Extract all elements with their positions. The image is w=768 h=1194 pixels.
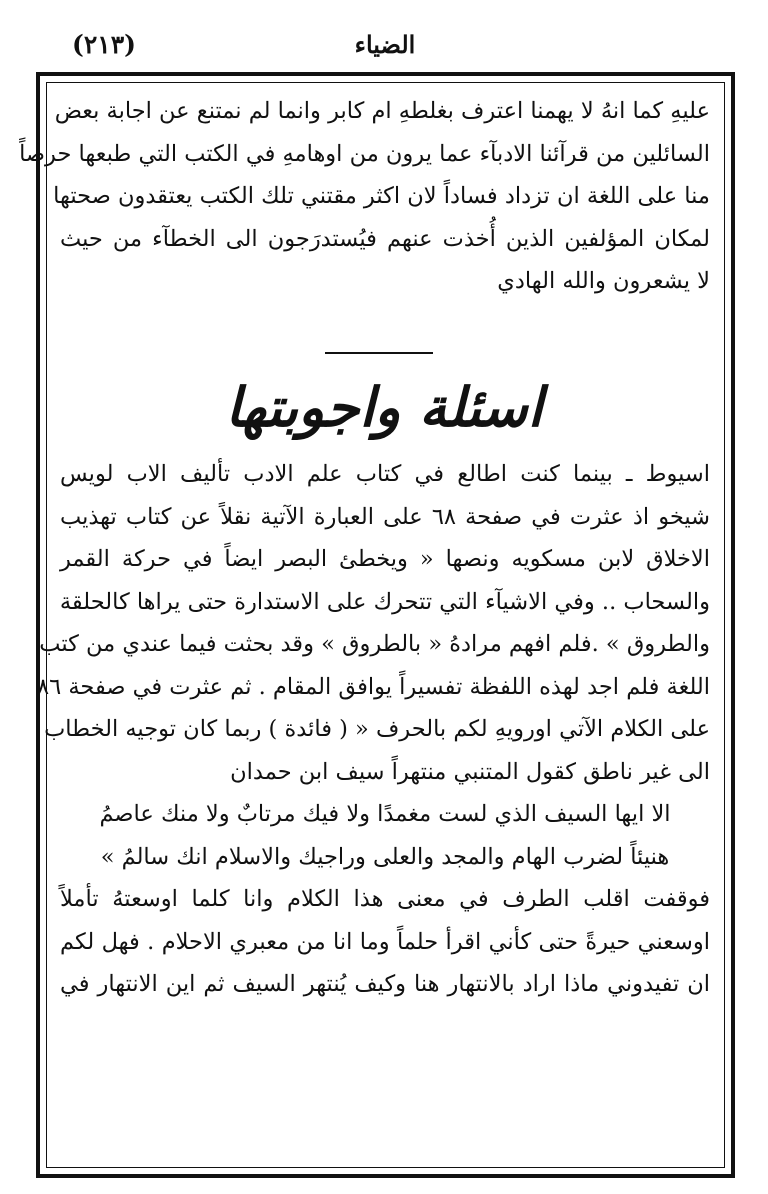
text-line: السائلين من قرآئنا الادبآء عما يرون من اوهامهِ في الكتب التي طبعها حرصاً	[19, 140, 710, 167]
text-line: اسيوط ـ بينما كنت اطالع في كتاب علم الادب تأليف الاب لويس	[60, 461, 710, 487]
text-line: والسحاب .. وفي الاشيآء التي تتحرك على الاستدارة حتى يراها كالحلقة	[59, 588, 710, 615]
text-line: ان تفيدوني ماذا اراد بالانتهار هنا وكيف يُنتهر السيف ثم اين الانتهار في	[60, 971, 710, 997]
text-line: الاخلاق لابن مسكويه ونصها « ويخطئ البصر ايضاً في حركة القمر	[60, 546, 710, 572]
text-line: اوسعني حيرةً حتى كأني اقرأ حلماً وما انا من معبري الاحلام . فهل لكم	[60, 928, 710, 955]
text-line: عليهِ كما انهُ لا يهمنا اعترف بغلطهِ ام كابر وانما لم نمتنع عن اجابة بعض	[54, 98, 710, 124]
text-line: والطروق » .فلم افهم مرادهُ « بالطروق » وقد بحثت فيما عندي من كتب	[39, 631, 710, 657]
section-heading: اسئلة واجوبتها	[225, 375, 543, 439]
poem-verse: الا ايها السيف الذي لست مغمدًا ولا فيك مرتابٌ ولا منك عاصمُ	[99, 801, 671, 827]
section-divider	[325, 352, 433, 354]
text-line: على الكلام الآتي اورويهِ لكم بالحرف « ( فائدة ) ربما كان توجيه الخطاب	[44, 716, 710, 742]
page-header	[40, 30, 730, 70]
text-line: الى غير ناطق كقول المتنبي منتهراً سيف ابن حمدان	[230, 758, 710, 785]
page-number: (٢١٣)	[72, 30, 136, 59]
journal-title: الضياء	[354, 30, 416, 59]
text-line: اللغة فلم اجد لهذه اللفظة تفسيراً يوافق المقام . ثم عثرت في صفحة ٨٦	[37, 673, 710, 700]
question-body	[37, 453, 710, 1006]
text-line: منا على اللغة ان تزداد فساداً لان اكثر مقتني تلك الكتب يعتقدون صحتها	[53, 183, 710, 209]
text-line: لا يشعرون والله الهادي	[497, 268, 710, 294]
text-line: لمكان المؤلفين الذين أُخذت عنهم فيُستدرَجون الى الخطآء من حيث	[60, 225, 710, 252]
text-line: شيخو اذ عثرت في صفحة ٦٨ على العبارة الآتية نقلاً عن كتاب تهذيب	[60, 503, 710, 530]
intro-paragraph	[19, 90, 710, 303]
text-line: فوقفت اقلب الطرف في معنى هذا الكلام وانا كلما اوسعتهُ تأملاً	[60, 886, 710, 912]
poem-verse: هنيئاً لضرب الهام والمجد والعلى وراجيك والاسلام انك سالمُ »	[100, 843, 670, 870]
